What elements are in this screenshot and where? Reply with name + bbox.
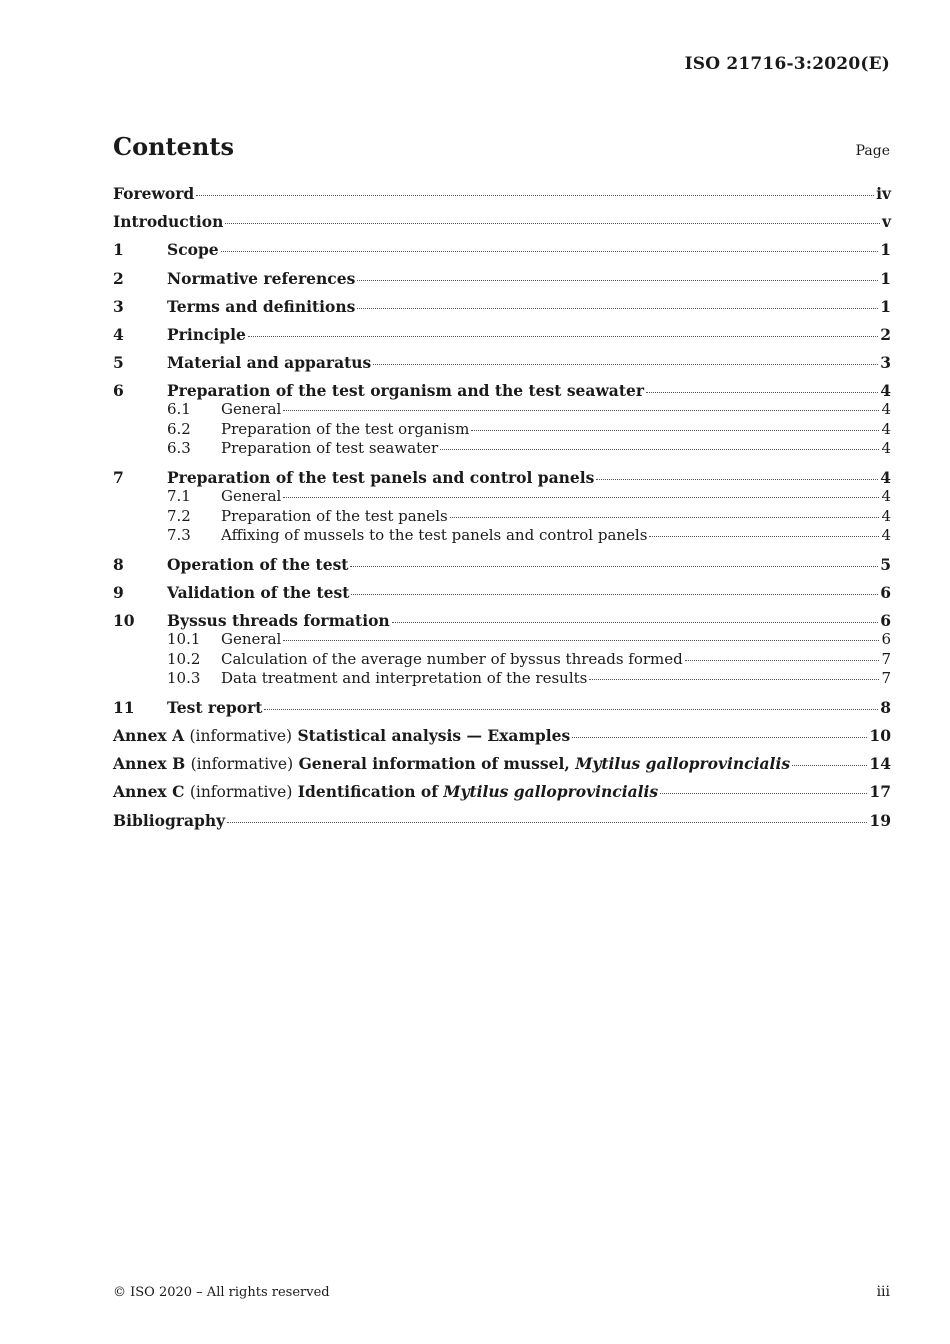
toc-entry-title: Test report	[167, 697, 263, 717]
annex-title-text: Identification of	[297, 782, 444, 802]
toc-entry[interactable]	[113, 353, 891, 372]
toc-entry[interactable]	[113, 468, 891, 487]
toc-entry[interactable]	[113, 555, 891, 574]
page-number: iii	[876, 1284, 890, 1300]
toc-entry-title: Material and apparatus	[167, 353, 372, 373]
toc-entry[interactable]	[113, 184, 891, 203]
dot-leader	[225, 223, 880, 224]
toc-entry-title: Affixing of mussels to the test panels and control panels	[221, 526, 648, 544]
toc-entry-title: General	[221, 487, 282, 505]
toc-entry[interactable]	[113, 754, 891, 773]
annex-title-text: General information of mussel,	[298, 754, 576, 774]
toc-entry-title: Validation of the test	[167, 582, 350, 602]
toc-entry[interactable]	[113, 212, 891, 231]
toc-entry-number: 9	[113, 582, 124, 602]
toc-entry[interactable]	[113, 811, 891, 830]
toc-entry-title: Data treatment and interpretation of the results	[221, 669, 588, 688]
toc-subentry[interactable]	[113, 630, 891, 650]
toc-entry-page: 4	[881, 439, 891, 458]
toc-entry-page: 4	[880, 381, 891, 401]
annex-type: (informative)	[189, 783, 293, 802]
dot-leader	[440, 449, 879, 450]
toc-entry-page: 6	[880, 611, 891, 631]
annex-title	[113, 726, 570, 746]
contents-title: Contents	[113, 132, 234, 161]
toc-entry-number: 10.2	[167, 649, 201, 668]
toc-subentry[interactable]	[113, 507, 891, 527]
toc-entry-title: Principle	[167, 324, 246, 344]
toc-entry-title: Calculation of the average number of byssus threads formed	[221, 649, 683, 668]
dot-leader	[351, 594, 878, 595]
toc-entry-title: Preparation of the test organism	[221, 419, 470, 438]
toc-entry-title: Preparation of test seawater	[221, 439, 439, 458]
dot-leader	[450, 517, 880, 518]
dot-leader	[264, 709, 878, 710]
toc-entry-page: 17	[869, 782, 891, 802]
dot-leader	[660, 793, 867, 794]
toc-entry-number: 7.3	[167, 526, 191, 544]
toc-entry-number: 2	[113, 268, 124, 288]
toc-entry-page: 4	[881, 400, 891, 419]
toc-entry-number: 6	[113, 381, 124, 401]
toc-entry[interactable]	[113, 698, 891, 717]
dot-leader	[392, 622, 879, 623]
copyright-notice: © ISO 2020 – All rights reserved	[113, 1285, 330, 1300]
toc-entry-page: 4	[881, 526, 891, 544]
toc-entry-page: 2	[880, 324, 891, 344]
toc-subentry[interactable]	[113, 400, 891, 420]
toc-entry-number: 5	[113, 353, 124, 373]
dot-leader	[649, 536, 879, 537]
toc-entry-page: 7	[881, 649, 891, 668]
dot-leader	[283, 640, 879, 641]
dot-leader	[373, 364, 878, 365]
toc-entry-title: Normative references	[167, 268, 356, 288]
toc-subentry[interactable]	[113, 439, 891, 459]
toc-entry[interactable]	[113, 325, 891, 344]
toc-entry-number: 6.2	[167, 419, 191, 438]
dot-leader	[227, 822, 867, 823]
toc-entry-title: Preparation of the test panels	[221, 506, 448, 525]
annex-type: (informative)	[189, 726, 293, 745]
toc-subentry[interactable]	[113, 669, 891, 689]
toc-entry[interactable]	[113, 381, 891, 400]
toc-entry-page: iv	[876, 184, 891, 203]
toc-entry-page: 1	[880, 240, 891, 260]
toc-entry-number: 7.2	[167, 506, 191, 525]
toc-entry-page: 5	[880, 554, 891, 574]
toc-entry-title: Bibliography	[113, 810, 226, 830]
toc-entry-page: 14	[869, 754, 891, 774]
dot-leader	[357, 280, 878, 281]
toc-entry-title: Scope	[167, 240, 219, 260]
toc-entry[interactable]	[113, 269, 891, 288]
toc-entry[interactable]	[113, 583, 891, 602]
toc-entry-page: 4	[881, 419, 891, 438]
dot-leader	[471, 430, 879, 431]
toc-subentry[interactable]	[113, 526, 891, 546]
toc-entry-number: 3	[113, 296, 124, 316]
dot-leader	[792, 765, 867, 766]
dot-leader	[572, 737, 867, 738]
dot-leader	[589, 679, 879, 680]
toc-entry-number: 1	[113, 240, 124, 260]
toc-entry-page: v	[881, 212, 891, 232]
toc-entry-page: 1	[880, 268, 891, 288]
toc-entry-title: Foreword	[113, 184, 195, 203]
toc-entry-number: 10	[113, 611, 135, 631]
toc-entry-page: 4	[881, 487, 891, 505]
toc-entry-page: 19	[869, 810, 891, 830]
toc-entry-number: 10.3	[167, 669, 201, 688]
toc-entry-page: 8	[880, 697, 891, 717]
table-of-contents	[113, 184, 891, 830]
toc-entry-title: General	[221, 400, 282, 419]
dot-leader	[646, 392, 878, 393]
toc-entry[interactable]	[113, 726, 891, 745]
toc-entry-page: 6	[880, 582, 891, 602]
toc-entry-number: 4	[113, 324, 124, 344]
toc-entry-title: General	[221, 630, 282, 649]
toc-entry-title: Preparation of the test panels and control panels	[167, 468, 595, 487]
toc-entry-title: Introduction	[113, 212, 224, 232]
dot-leader	[350, 566, 878, 567]
dot-leader	[283, 410, 879, 411]
toc-entry-title: Operation of the test	[167, 554, 349, 574]
toc-entry-page: 1	[880, 296, 891, 316]
annex-title	[113, 782, 658, 802]
toc-entry-page: 10	[869, 725, 891, 745]
page-column-label: Page	[855, 143, 890, 159]
dot-leader	[248, 336, 878, 337]
annex-title	[113, 754, 790, 774]
annex-label: Annex A	[113, 725, 185, 745]
toc-entry-number: 7.1	[167, 487, 191, 505]
toc-entry-page: 7	[881, 669, 891, 688]
toc-entry-title: Preparation of the test organism and the test seawater	[167, 381, 645, 401]
toc-entry-page: 4	[880, 468, 891, 487]
toc-entry-number: 8	[113, 554, 124, 574]
annex-type: (informative)	[190, 755, 294, 774]
annex-title-text: Statistical analysis — Examples	[297, 725, 571, 745]
toc-entry-number: 11	[113, 697, 135, 717]
dot-leader	[596, 479, 878, 480]
annex-label: Annex C	[113, 782, 185, 802]
toc-subentry[interactable]	[113, 650, 891, 670]
toc-entry-number: 6.3	[167, 439, 191, 458]
document-id: ISO 21716-3:2020(E)	[684, 54, 890, 74]
toc-entry[interactable]	[113, 611, 891, 630]
toc-entry-number: 10.1	[167, 630, 201, 649]
toc-entry-title: Byssus threads formation	[167, 611, 390, 631]
dot-leader	[685, 660, 880, 661]
dot-leader	[283, 497, 879, 498]
toc-entry-number: 6.1	[167, 400, 191, 419]
toc-entry-title: Terms and definitions	[167, 296, 356, 316]
toc-entry[interactable]	[113, 782, 891, 801]
toc-entry-page: 4	[881, 506, 891, 525]
toc-subentry[interactable]	[113, 487, 891, 507]
toc-entry-page: 3	[880, 353, 891, 373]
dot-leader	[221, 251, 879, 252]
dot-leader	[196, 195, 874, 196]
toc-entry-page: 6	[881, 630, 891, 649]
toc-entry[interactable]	[113, 297, 891, 316]
annex-species-name: Mytilus galloprovincialis	[575, 754, 791, 774]
toc-entry-number: 7	[113, 468, 124, 487]
toc-entry[interactable]	[113, 240, 891, 259]
annex-species-name: Mytilus galloprovincialis	[443, 782, 659, 802]
annex-label: Annex B	[113, 754, 186, 774]
dot-leader	[357, 308, 878, 309]
toc-subentry[interactable]	[113, 420, 891, 440]
